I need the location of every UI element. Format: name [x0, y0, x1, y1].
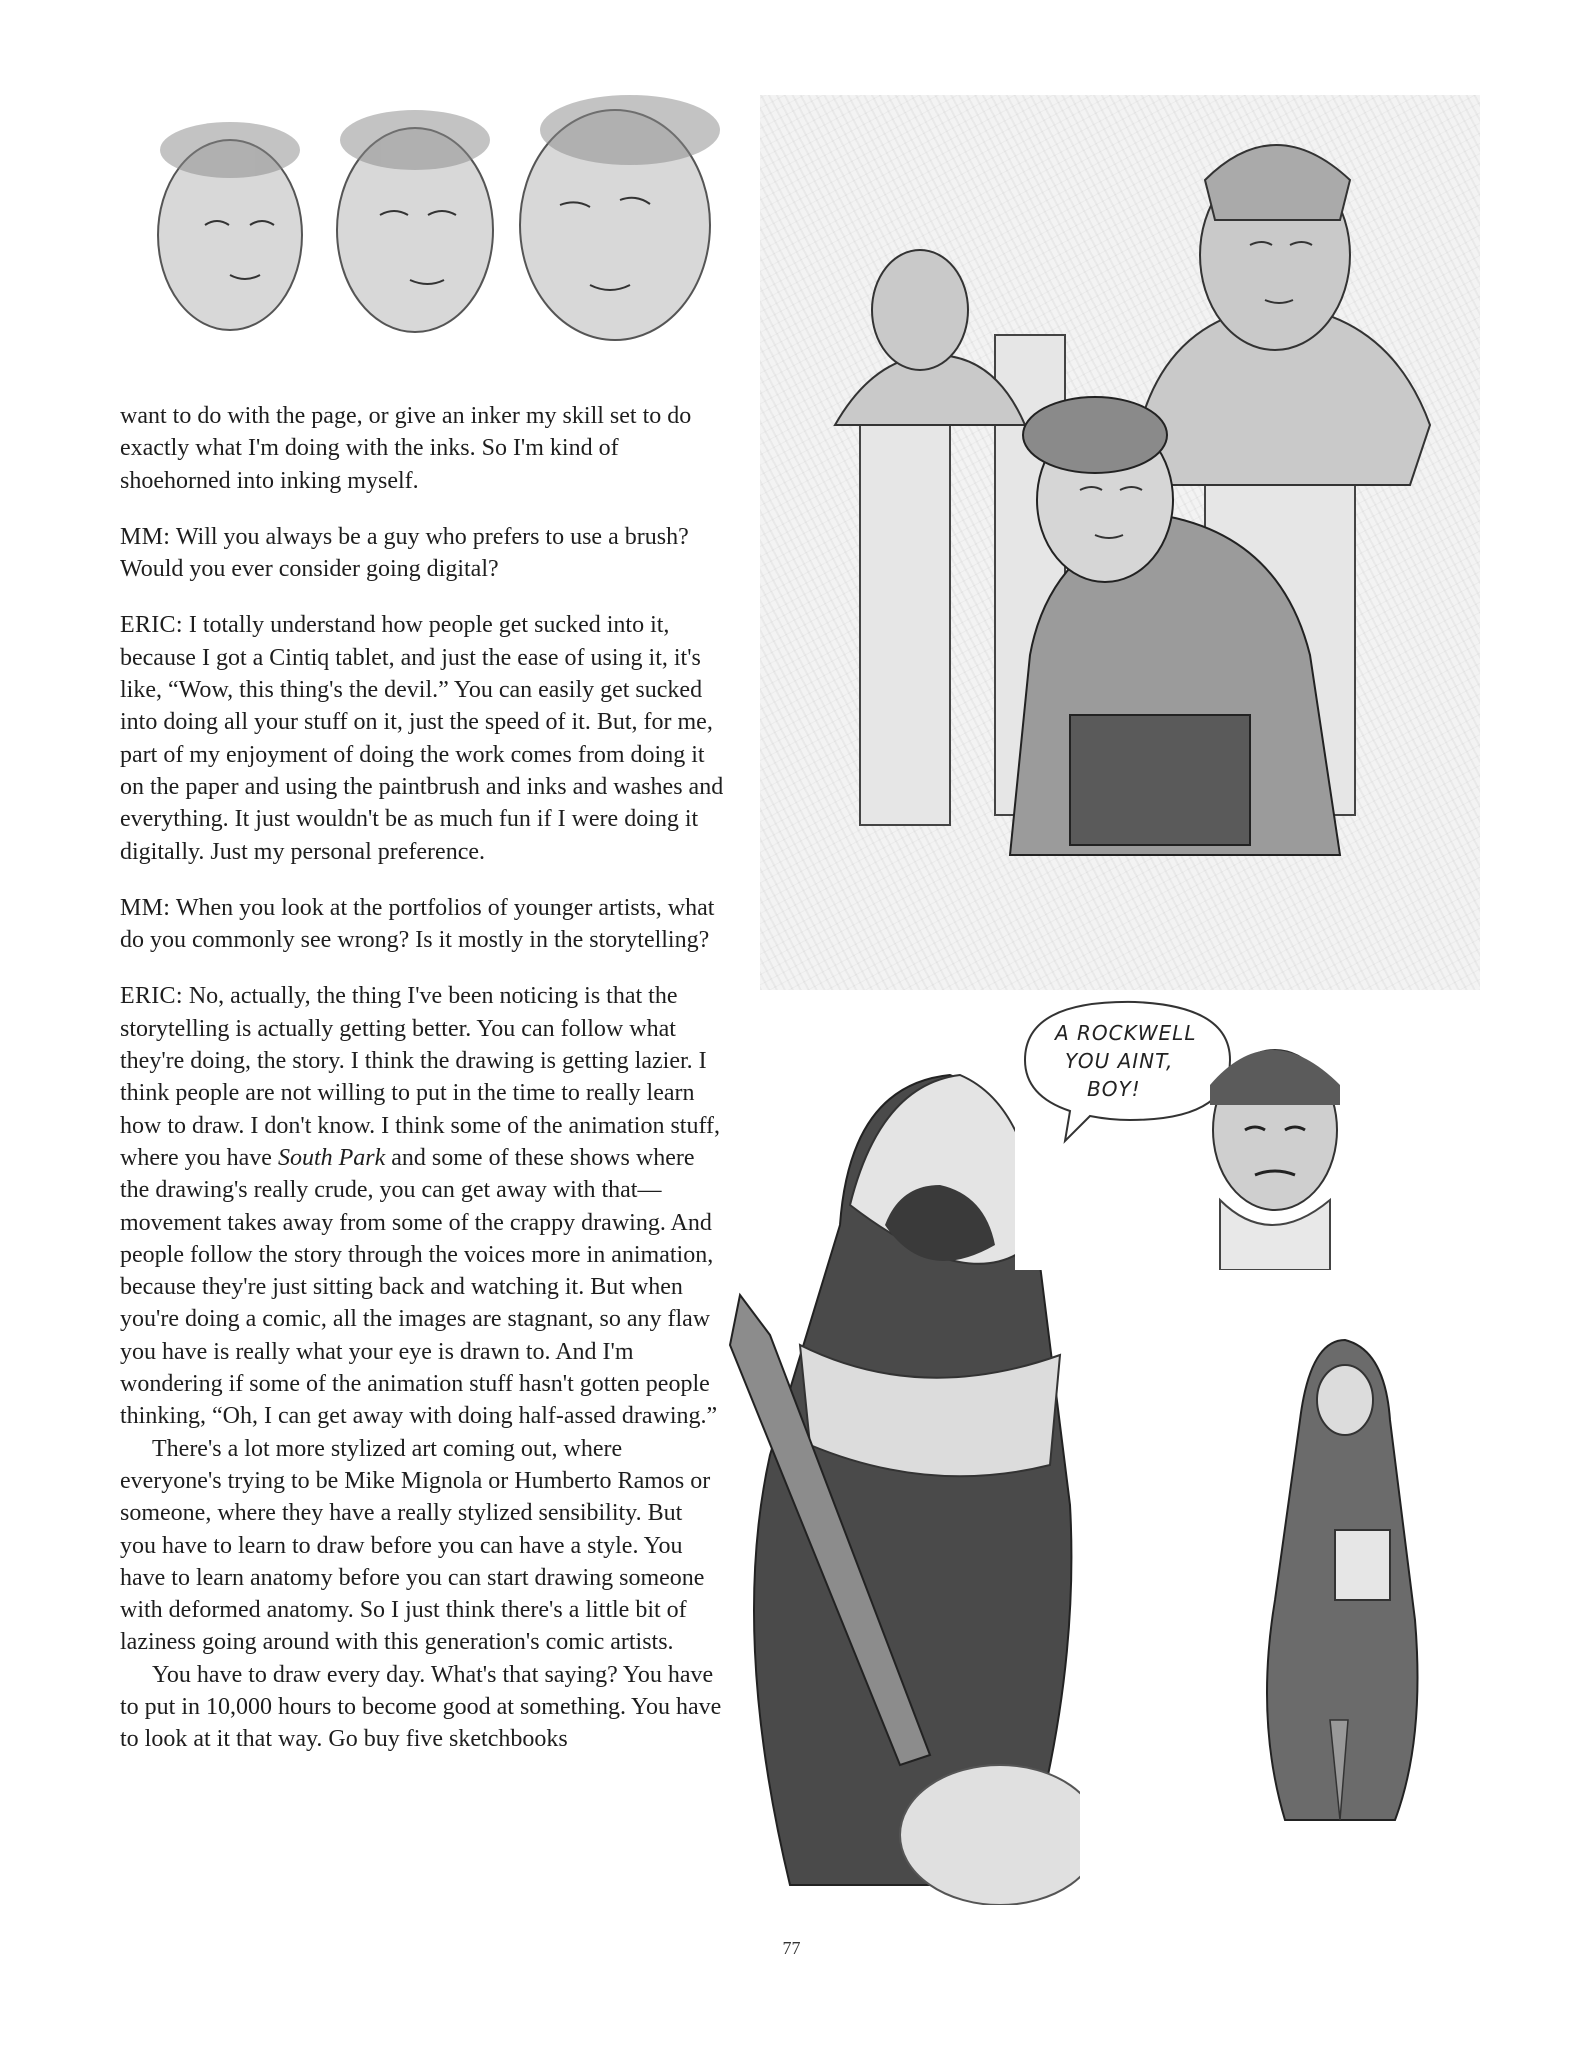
paragraph-7 — [120, 1659, 724, 1756]
paragraph-2-text: Will you always be a guy who prefers to use a brush? Would you ever consider going digital? — [120, 523, 689, 583]
paragraph-5-text-a: No, actually, the thing I've been noticing is that the storytelling is actually getting better. You can follow what they're doing, the story. I think the drawing is getting lazier. I think people are not willing to put in the time to really learn how to draw. I don't know. I think some of the animation stuff, where you have — [120, 983, 721, 1171]
caricature-drawing — [1015, 1000, 1345, 1270]
paragraph-1 — [120, 400, 724, 497]
paragraph-5 — [120, 980, 724, 1432]
paragraph-3-text: I totally understand how people get sucked into it, because I got a Cintiq tablet, and just the ease of using it, it's like, “Wow, this thing's the devil.” You can easily get sucked into doing all your stuff on it, just the speed of it. But, for me, part of my enjoyment of doing the work comes from doing it on the paper and using the paintbrush and inks and washes and everything. It just wouldn't be as much fun if I were doing it digitally. Just my personal preference. — [120, 612, 724, 865]
speaker-label: ERIC: — [120, 612, 183, 639]
paragraph-4 — [120, 892, 724, 957]
busts-scene-illustration — [760, 95, 1480, 990]
interview-text — [120, 400, 724, 1756]
head-studies-illustration — [110, 85, 750, 375]
show-title: South Park — [277, 1144, 386, 1171]
busts-scene-drawing — [760, 95, 1480, 990]
balloon-line-2: YOU AINT, — [1065, 1049, 1174, 1073]
speaker-label: MM: — [120, 523, 171, 550]
page-number: 77 — [782, 1938, 801, 1958]
paragraph-5-text-b: and some of these shows where the drawing's really crude, you can get away with that—movement takes away from some of the crappy drawing. And people follow the story through the voices more in animation, because they're just sitting back and watching it. But when you're doing a comic, all the images are stagnant, so any flaw you have is really what your eye is drawn to. And I'm wondering if some of the animation stuff hasn't gotten people thinking, “Oh, I can get away with doing half-assed drawing.” — [120, 1144, 718, 1430]
balloon-line-3: BOY! — [1087, 1077, 1141, 1101]
paragraph-6 — [120, 1433, 724, 1659]
head-studies-drawing — [110, 85, 750, 375]
paragraph-3 — [120, 609, 724, 867]
balloon-line-1: A ROCKWELL — [1055, 1021, 1197, 1045]
speaker-label: MM: — [120, 894, 171, 921]
paragraph-2 — [120, 521, 724, 586]
paragraph-7-text: You have to draw every day. What's that saying? You have to put in 10,000 hours to become good at something. You have to look at it that way. Go buy five sketchbooks — [120, 1661, 722, 1753]
paragraph-4-text: When you look at the portfolios of younger artists, what do you commonly see wrong? Is it mostly in the storytelling? — [120, 894, 715, 954]
small-figure-illustration — [1245, 1330, 1435, 1830]
paragraph-6-text: There's a lot more stylized art coming out, where everyone's trying to be Mike Mignola or Humberto Ramos or someone, where they have a really stylized sensibility. But you have to learn to draw before you can have a style. You have to learn anatomy before you can start drawing someone with deformed anatomy. So I just think there's a little bit of laziness going around with this generation's comic artists. — [120, 1435, 711, 1656]
small-figure-drawing — [1245, 1330, 1435, 1830]
caricature-illustration — [1015, 1000, 1345, 1270]
speaker-label: ERIC: — [120, 983, 183, 1010]
paragraph-1-text: want to do with the page, or give an inker my skill set to do exactly what I'm doing with the inks. So I'm kind of shoehorned into inking myself. — [120, 403, 692, 494]
